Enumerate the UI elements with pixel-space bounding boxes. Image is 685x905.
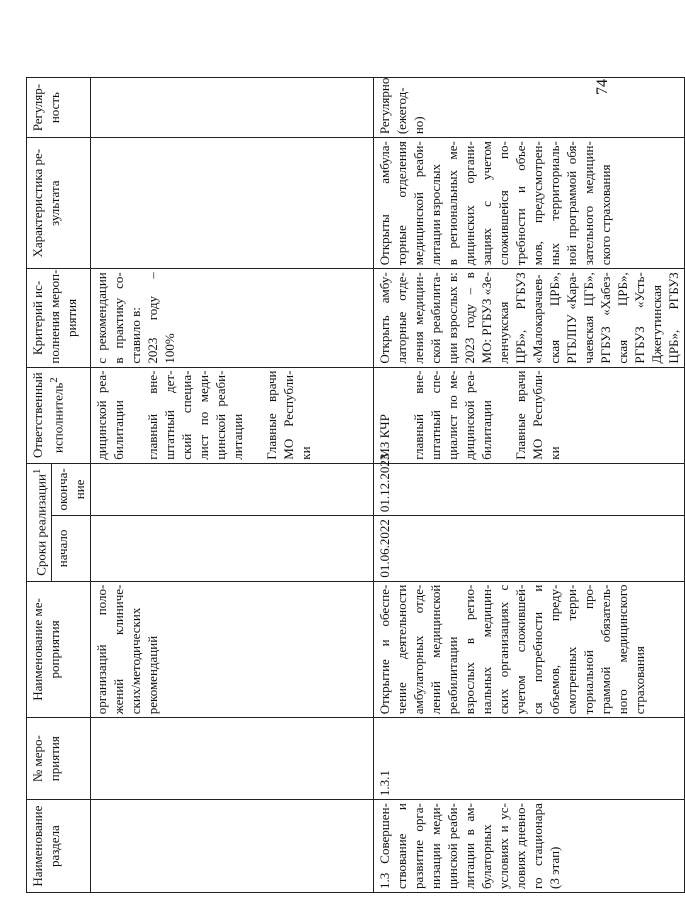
col-header-result: Характеристика ре- зультата bbox=[27, 138, 91, 269]
cell-name: Открытие и обеспе- чение деятельности амбулаторных отде- лений медицинской реабилитации взрослых в регио- нальных медицин- ских организациях с учетом сложившей- ся потребности и объемов, преду- смотренных терри- ториальной про- граммой обязатель- ного медицинского страхования bbox=[374, 581, 685, 718]
cell-regularity bbox=[91, 78, 374, 138]
col-header-section: Наименование раздела bbox=[27, 800, 91, 893]
col-header-criterion: Критерий ис- полнения мероп- риятия bbox=[27, 269, 91, 367]
cell-end: 01.12.2023 bbox=[374, 463, 685, 515]
cell-number bbox=[91, 718, 374, 800]
cell-start bbox=[91, 516, 374, 582]
cell-number: 1.3.1 bbox=[374, 718, 685, 800]
col-header-number: № меро- приятия bbox=[27, 718, 91, 800]
measures-table bbox=[26, 77, 685, 893]
cell-result bbox=[91, 138, 374, 269]
cell-executor: МЗ КЧР главный вне- штатный спе- циалист по ме- дицинской реа- билитации Главные врачи МО Республи- ки bbox=[374, 367, 685, 463]
col-header-regularity: Регуляр- ность bbox=[27, 78, 91, 138]
cell-start: 01.06.2022 bbox=[374, 516, 685, 582]
cell-section bbox=[91, 800, 374, 893]
cell-regularity: Регулярно (ежегод- но) bbox=[374, 78, 685, 138]
table-row bbox=[91, 78, 374, 893]
col-header-terms: Сроки реализации$^1$ bbox=[27, 463, 52, 581]
cell-executor: дицинской реа- билитации главный вне- штатный дет- ский специа- лист по меди- цинской реаби- литации Главные врачи МО Республи- ки bbox=[91, 367, 374, 463]
col-header-executor: Ответственный исполнитель$^2$ bbox=[27, 367, 91, 463]
cell-name: организаций поло- жений клиниче- ских/методических рекомендаций bbox=[91, 581, 374, 718]
cell-end bbox=[91, 463, 374, 515]
header-row bbox=[27, 78, 52, 893]
cell-section: 1.3 Совершен- ствование и развитие орга- низации меди- цинской реаби- литации в ам- булаторных условиях и ус- ловиях дневно- го стационара (3 этап) bbox=[374, 800, 685, 893]
col-header-name: Наименование ме- роприятия bbox=[27, 581, 91, 718]
col-header-start: начало bbox=[52, 516, 91, 582]
page-number: 74 bbox=[594, 79, 611, 95]
cell-result: Открыты амбула- торные отделения медицинской реаби- литации взрослых в региональных ме- дицинских органи- зациях с учетом сложившейся по- требности и объе- мов, предусмотрен- ных территориаль- ной программой обя- зательного медицин- ского страхования bbox=[374, 138, 685, 269]
cell-criterion: с рекомендации в практику со- ставило в: 2023 году – 100% bbox=[91, 269, 374, 367]
table-row bbox=[374, 78, 685, 893]
cell-criterion: Открыть амбу- латорные отде- ления медицин- ской реабилита- ции взрослых в: 2023 году – в МО: РГБУЗ «Зе- ленчукская ЦРБ», РГБУЗ «Малокарачаев- ская ЦРБ», РГБЛПУ «Кара- чаевская ЦГБ», РГБУЗ «Хабез- ская ЦРБ», РГБУЗ «Усть- Джегутинская ЦРБ», РГБУЗ bbox=[374, 269, 685, 367]
col-header-end: оконча- ние bbox=[52, 463, 91, 515]
